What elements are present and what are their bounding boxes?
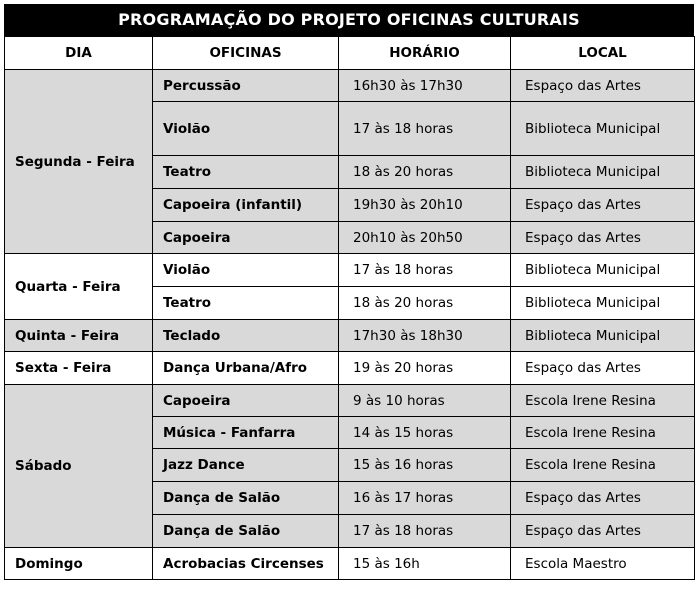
- time-cell: 18 às 20 horas: [339, 156, 511, 189]
- day-cell: Domingo: [5, 548, 153, 580]
- location-cell: Escola Irene Resina: [511, 417, 695, 449]
- time-cell: 20h10 às 20h50: [339, 222, 511, 254]
- day-cell: Quarta - Feira: [5, 254, 153, 320]
- time-cell: 17 às 18 horas: [339, 102, 511, 156]
- workshop-cell: Dança de Salão: [153, 515, 339, 548]
- day-cell: Sábado: [5, 385, 153, 548]
- table-row: [5, 320, 695, 352]
- time-cell: 17 às 18 horas: [339, 254, 511, 287]
- day-cell: Segunda - Feira: [5, 70, 153, 254]
- workshop-cell: Dança de Salão: [153, 482, 339, 515]
- workshop-cell: Capoeira (infantil): [153, 189, 339, 222]
- header-dia: DIA: [5, 37, 153, 70]
- workshop-cell: Teclado: [153, 320, 339, 352]
- workshop-cell: Violão: [153, 102, 339, 156]
- header-local: LOCAL: [511, 37, 695, 70]
- workshop-cell: Capoeira: [153, 222, 339, 254]
- workshop-cell: Dança Urbana/Afro: [153, 352, 339, 385]
- time-cell: 15 às 16 horas: [339, 449, 511, 482]
- header-horario: HORÁRIO: [339, 37, 511, 70]
- table-row: [5, 385, 695, 417]
- table-row: [5, 548, 695, 580]
- workshop-cell: Teatro: [153, 156, 339, 189]
- location-cell: Escola Irene Resina: [511, 449, 695, 482]
- location-cell: Espaço das Artes: [511, 222, 695, 254]
- table-row: [5, 254, 695, 287]
- location-cell: Espaço das Artes: [511, 515, 695, 548]
- time-cell: 14 às 15 horas: [339, 417, 511, 449]
- location-cell: Espaço das Artes: [511, 189, 695, 222]
- table-row: [5, 70, 695, 102]
- schedule-document: [4, 4, 694, 580]
- workshop-cell: Capoeira: [153, 385, 339, 417]
- workshop-cell: Percussão: [153, 70, 339, 102]
- location-cell: Escola Maestro: [511, 548, 695, 580]
- time-cell: 17 às 18 horas: [339, 515, 511, 548]
- workshop-cell: Teatro: [153, 287, 339, 320]
- location-cell: Escola Irene Resina: [511, 385, 695, 417]
- workshop-cell: Música - Fanfarra: [153, 417, 339, 449]
- day-cell: Quinta - Feira: [5, 320, 153, 352]
- time-cell: 16 às 17 horas: [339, 482, 511, 515]
- time-cell: 16h30 às 17h30: [339, 70, 511, 102]
- day-cell: Sexta - Feira: [5, 352, 153, 385]
- workshop-cell: Jazz Dance: [153, 449, 339, 482]
- location-cell: Espaço das Artes: [511, 70, 695, 102]
- location-cell: Espaço das Artes: [511, 482, 695, 515]
- location-cell: Espaço das Artes: [511, 352, 695, 385]
- workshop-cell: Violão: [153, 254, 339, 287]
- workshop-cell: Acrobacias Circenses: [153, 548, 339, 580]
- time-cell: 19 às 20 horas: [339, 352, 511, 385]
- header-oficinas: OFICINAS: [153, 37, 339, 70]
- time-cell: 15 às 16h: [339, 548, 511, 580]
- time-cell: 17h30 às 18h30: [339, 320, 511, 352]
- time-cell: 18 às 20 horas: [339, 287, 511, 320]
- time-cell: 9 às 10 horas: [339, 385, 511, 417]
- schedule-table: [4, 36, 695, 580]
- location-cell: Biblioteca Municipal: [511, 287, 695, 320]
- header-row: [5, 37, 695, 70]
- table-row: [5, 352, 695, 385]
- schedule-title: PROGRAMAÇÃO DO PROJETO OFICINAS CULTURAIS: [4, 4, 694, 36]
- location-cell: Biblioteca Municipal: [511, 156, 695, 189]
- schedule-body: [5, 70, 695, 580]
- location-cell: Biblioteca Municipal: [511, 320, 695, 352]
- time-cell: 19h30 às 20h10: [339, 189, 511, 222]
- location-cell: Biblioteca Municipal: [511, 254, 695, 287]
- location-cell: Biblioteca Municipal: [511, 102, 695, 156]
